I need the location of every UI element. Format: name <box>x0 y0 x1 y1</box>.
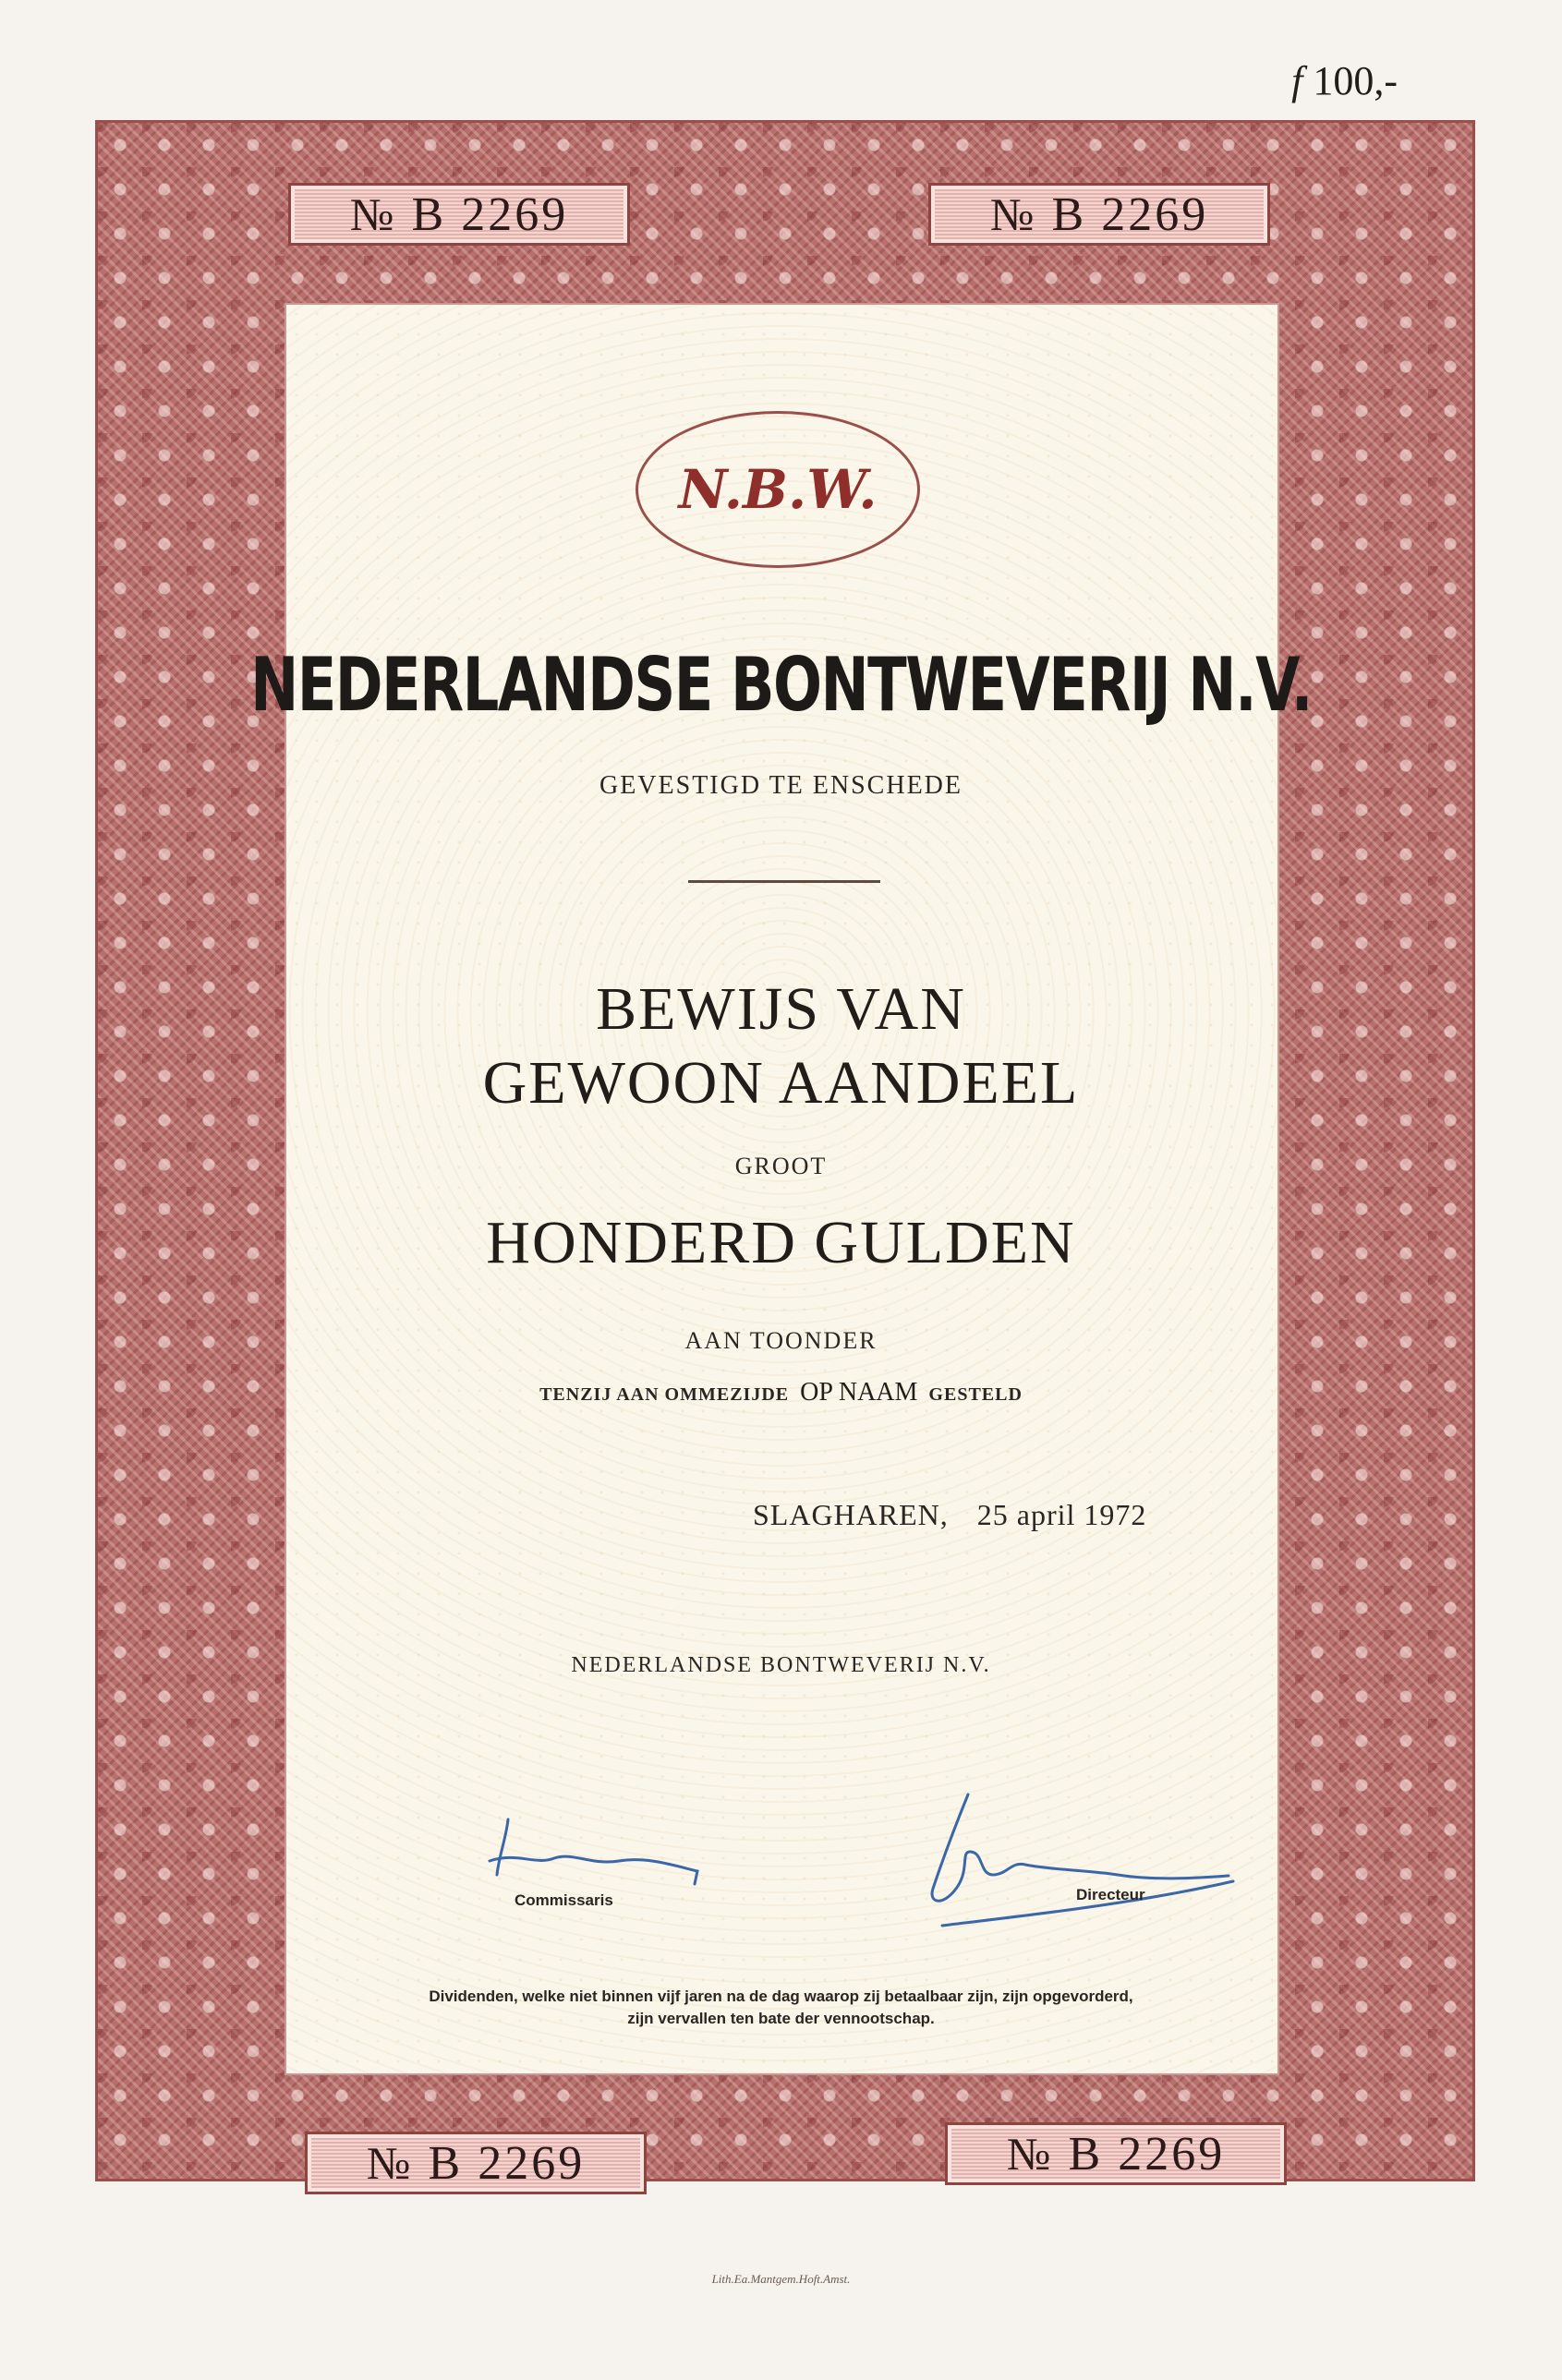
condition-mid: OP NAAM <box>800 1378 918 1407</box>
place-and-date <box>753 1498 1146 1532</box>
company-name: NEDERLANDSE BONTWEVERIJ N.V. <box>250 642 1312 728</box>
bearer-label: AAN TOONDER <box>684 1327 878 1354</box>
title-line-2: GEWOON AANDEEL <box>482 1049 1080 1117</box>
certificate-number: B 2269 <box>1051 187 1209 241</box>
divider-rule <box>688 880 880 883</box>
dividend-note-line-1: Dividenden, welke niet binnen vijf jaren na de dag waarop zij betaalbaar zijn, zijn opgevorderd, <box>429 1987 1133 2005</box>
numero-sign: № <box>349 188 397 240</box>
currency-symbol: f <box>1291 58 1303 103</box>
signature-commissaris <box>480 1810 720 1893</box>
dividend-note <box>0 1986 1562 2030</box>
denomination-amount: 100,- <box>1313 58 1398 103</box>
number-box-bottom-right <box>945 2122 1287 2185</box>
company-seat: GEVESTIGD TE ENSCHEDE <box>599 771 963 800</box>
condition-post: GESTELD <box>928 1384 1023 1405</box>
numero-sign: № <box>366 2137 414 2189</box>
signatory-company: NEDERLANDSE BONTWEVERIJ N.V. <box>571 1653 991 1677</box>
issue-date: 25 april 1972 <box>976 1498 1147 1531</box>
certificate-number: B 2269 <box>1068 2127 1226 2181</box>
name-condition <box>0 1378 1562 1407</box>
printer-mark: Lith.Ea.Mantgem.Hoft.Amst. <box>711 2272 851 2286</box>
number-box-top-right <box>928 183 1270 246</box>
commissaris-label: Commissaris <box>515 1891 613 1909</box>
logo-text: N.B.W. <box>678 458 878 521</box>
company-logo <box>636 411 920 568</box>
place: SLAGHAREN, <box>753 1498 949 1531</box>
number-box-bottom-left <box>305 2132 647 2194</box>
groot-label: GROOT <box>734 1153 828 1179</box>
denomination <box>1291 57 1398 104</box>
condition-pre: TENZIJ AAN OMMEZIJDE <box>539 1384 790 1405</box>
numero-sign: № <box>989 188 1037 240</box>
certificate-number: B 2269 <box>411 187 569 241</box>
dividend-note-line-2: zijn vervallen ten bate der vennootschap. <box>627 2010 935 2027</box>
title-line-1: BEWIJS VAN <box>596 975 966 1043</box>
certificate-number: B 2269 <box>428 2136 586 2190</box>
share-value: HONDERD GULDEN <box>486 1209 1076 1276</box>
numero-sign: № <box>1006 2128 1054 2180</box>
directeur-label: Directeur <box>1076 1886 1145 1903</box>
number-box-top-left <box>288 183 630 246</box>
signature-directeur <box>905 1787 1238 1935</box>
